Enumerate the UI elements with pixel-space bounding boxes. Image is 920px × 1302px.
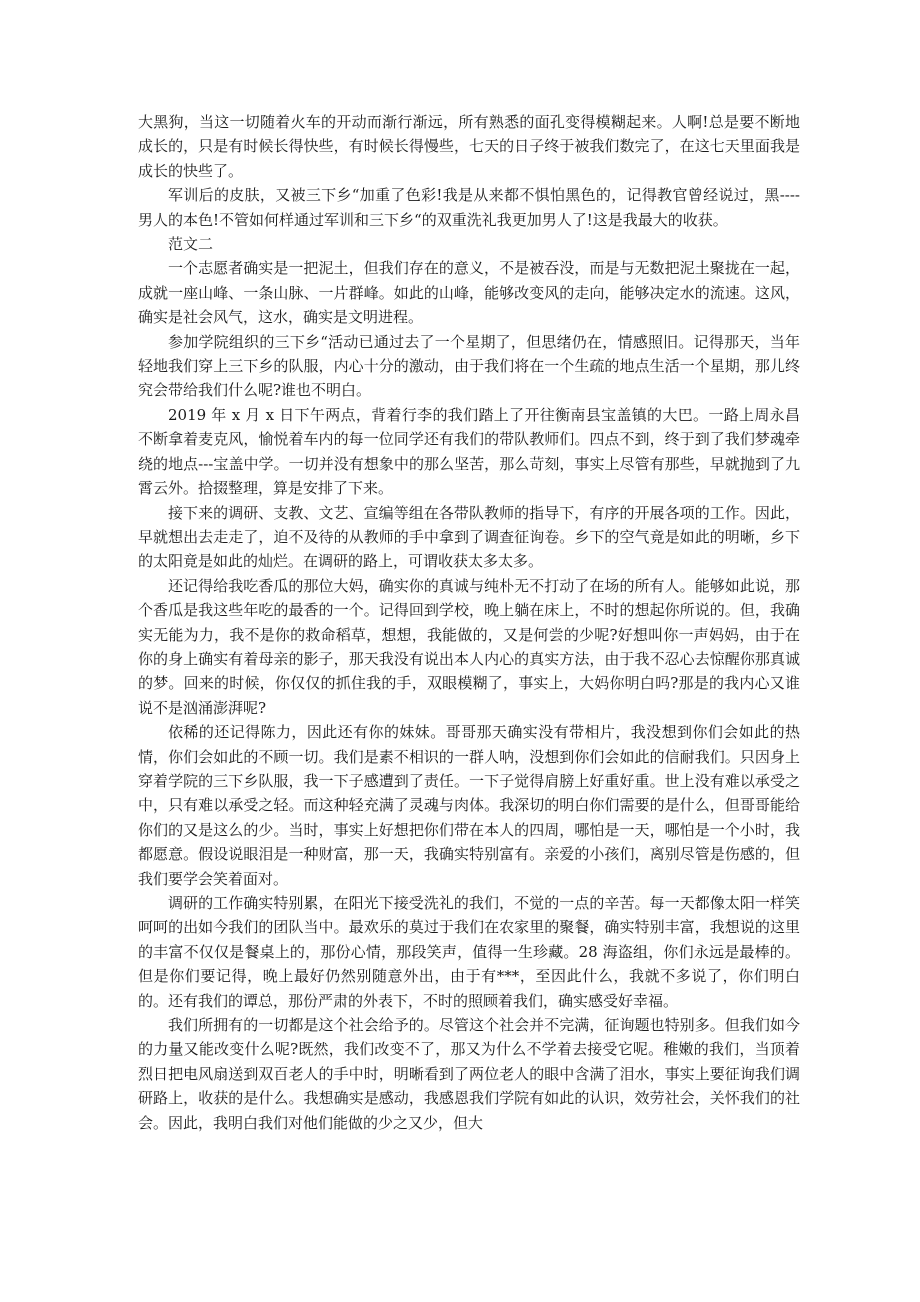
paragraph-continued: 大黑狗，当这一切随着火车的开动而渐行渐远，所有熟悉的面孔变得模糊起来。人啊!总是要不断地成长的，只是有时候长得快些，有时候长得慢些，七天的日子终于被我们数完了，在这七天里面我是成长的快些了。 — [138, 113, 800, 180]
paragraph: 调研的工作确实特别累，在阳光下接受洗礼的我们，不觉的一点的辛苦。每一天都像太阳一样笑呵呵的出如今我们的团队当中。最欢乐的莫过于我们在农家里的聚餐，确实特别丰富，我想说的这里的丰富不仅仅是餐桌上的，那份心情，那段笑声，值得一生珍藏。28 海盗组，你们永远是最棒的。但是你们要记得，晚上最好仍然别随意外出，由于有***，至因此什么，我就不多说了，你们明白的。还有我们的谭总，那份严肃的外表下，不时的照顾着我们，确实感受好幸福。 — [138, 894, 800, 1010]
paragraph: 一个志愿者确实是一把泥土，但我们存在的意义，不是被吞没，而是与无数把泥土聚拢在一起，成就一座山峰、一条山脉、一片群峰。如此的山峰，能够改变风的走向，能够决定水的流速。这风，确实是社会风气，这水，确实是文明进程。 — [138, 259, 800, 327]
paragraph: 我们所拥有的一切都是这个社会给予的。尽管这个社会并不完满，征询题也特别多。但我们如今的力量又能改变什么呢?既然，我们改变不了，那又为什么不学着去接受它呢。稚嫩的我们，当顶着烈日把电风扇送到双百老人的手中时，明晰看到了两位老人的眼中含满了泪水，事实上要征询我们调研路上，收获的是什么。我想确实是感动，我感恩我们学院有如此的认识，效劳社会，关怀我们的社会。因此，我明白我们对他们能做的少之又少，但大 — [138, 1016, 800, 1132]
paragraph: 2019 年 x 月 x 日下午两点，背着行李的我们踏上了开往衡南县宝盖镇的大巴。一路上周永昌不断拿着麦克风，愉悦着车内的每一位同学还有我们的带队教师们。四点不到，终于到了我们梦魂牵绕的地点---宝盖中学。一切并没有想象中的那么坚苦，那么苛刻，事实上尽管有那些，早就抛到了九霄云外。拾掇整理，算是安排了下来。 — [138, 405, 800, 498]
paragraph: 接下来的调研、支教、文艺、宣编等组在各带队教师的指导下，有序的开展各项的工作。因此，早就想出去走走了，迫不及待的从教师的手中拿到了调查征询卷。乡下的空气竟是如此的明晰，乡下的太阳竟是如此的灿烂。在调研的路上，可谓收获太多太多。 — [138, 503, 800, 571]
section-heading: 范文二 — [168, 235, 214, 254]
body-text — [138, 110, 800, 1135]
paragraph: 还记得给我吃香瓜的那位大妈，确实你的真诚与纯朴无不打动了在场的所有人。能够如此说，那个香瓜是我这些年吃的最香的一个。记得回到学校，晚上躺在床上，不时的想起你所说的。但，我确实无能为力，我不是你的救命稻草，想想，我能做的，又是何尝的少呢?好想叫你一声妈妈，由于在你的身上确实有着母亲的影子，那天我没有说出本人内心的真实方法，由于我不忍心去惊醒你那真诚的梦。回来的时候，你仅仅的抓住我的手，双眼模糊了，事实上，大妈你明白吗?那是的我内心又谁说不是汹涌澎湃呢? — [138, 576, 800, 717]
paragraph: 依稀的还记得陈力，因此还有你的妹妹。哥哥那天确实没有带相片，我没想到你们会如此的热情，你们会如此的不顾一切。我们是素不相识的一群人呐，没想到你们会如此的信耐我们。只因身上穿着学院的三下乡队服，我一下子感遭到了责任。一下子觉得肩膀上好重好重。世上没有难以承受之中，只有难以承受之轻。而这种轻充满了灵魂与肉体。我深切的明白你们需要的是什么，但哥哥能给你们的又是这么的少。当时，事实上好想把你们带在本人的四周，哪怕是一天，哪怕是一个小时，我都愿意。假设说眼泪是一种财富，那一天，我确实特别富有。亲爱的小孩们，离别尽管是伤感的，但我们要学会笑着面对。 — [138, 723, 800, 888]
paragraph: 参加学院组织的三下乡“活动已通过去了一个星期了，但思绪仍在，情感照旧。记得那天，当年轻地我们穿上三下乡的队服，内心十分的激动，由于我们将在一个生疏的地点生活一个星期，那儿终究会带给我们什么呢?谁也不明白。 — [138, 332, 800, 400]
paragraph: 军训后的皮肤，又被三下乡“加重了色彩!我是从来都不惧怕黑色的，记得教官曾经说过，黑----男人的本色!不管如何样通过军训和三下乡“的双重洗礼我更加男人了!这是我最大的收获。 — [138, 186, 800, 229]
